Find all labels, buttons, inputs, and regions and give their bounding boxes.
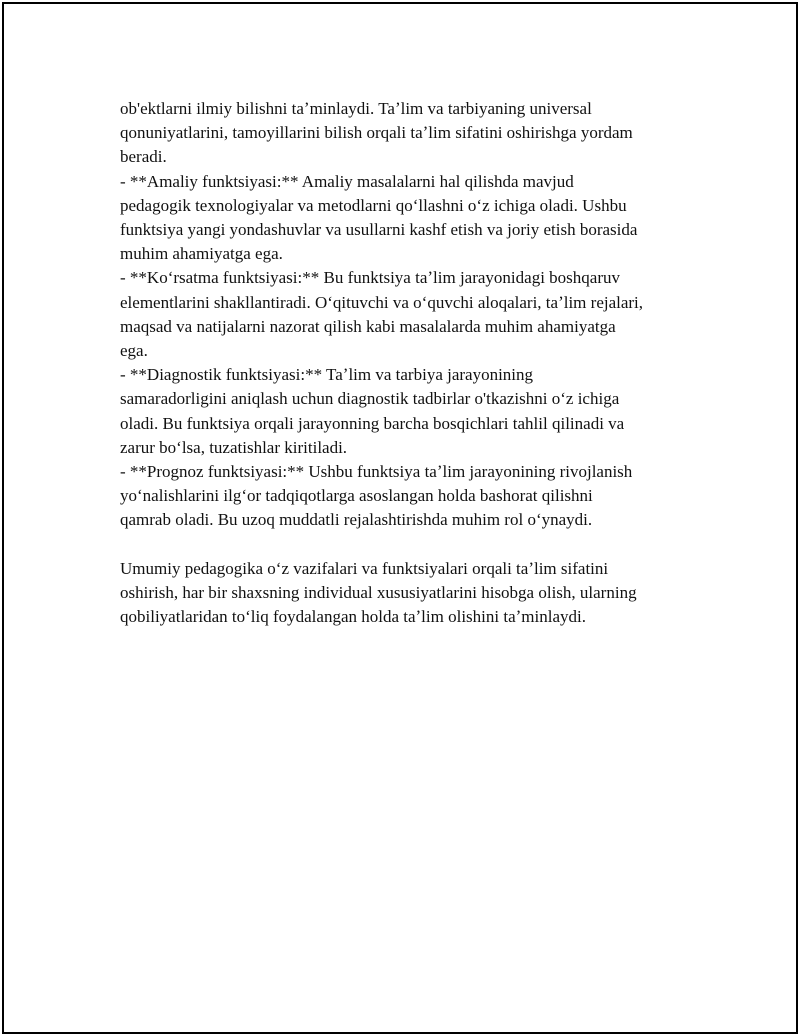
text-line: - **Prognoz funktsiyasi:** Ushbu funktsiya taʼlim jarayonining rivojlanish [120,462,633,482]
text-line: qobiliyatlaridan toʻliq foydalangan holda taʼlim olishini taʼminlaydi. [120,607,586,627]
text-line: zarur boʻlsa, tuzatishlar kiritiladi. [120,437,348,457]
text-line: beradi. [120,147,167,167]
text-line: pedagogik texnologiyalar va metodlarni qoʻllashni oʻz ichiga oladi. Ushbu [120,195,627,215]
text-line: - **Koʻrsatma funktsiyasi:** Bu funktsiya taʼlim jarayonidagi boshqaruv [120,268,620,288]
text-line: oladi. Bu funktsiya orqali jarayonning barcha bosqichlari tahlil qilinadi va [120,413,625,433]
text-line: samaradorligini aniqlash uchun diagnostik tadbirlar o'tkazishni oʻz ichiga [120,389,620,409]
text-line: ega. [120,341,148,361]
text-line: elementlarini shakllantiradi. Oʻqituvchi va oʻquvchi aloqalari, taʼlim rejalari, [120,292,644,312]
text-line: muhim ahamiyatga ega. [120,244,283,264]
text-line: maqsad va natijalarni nazorat qilish kabi masalalarda muhim ahamiyatga [120,316,616,336]
text-line: oshirish, har bir shaxsning individual xususiyatlarini hisobga olish, ularning [120,582,637,602]
text-line: qonuniyatlarini, tamoyillarini bilish orqali taʼlim sifatini oshirishga yordam [120,123,633,143]
text-line: - **Amaliy funktsiyasi:** Amaliy masalalarni hal qilishda mavjud [120,171,574,191]
text-line: funktsiya yangi yondashuvlar va usullarni kashf etish va joriy etish borasida [120,220,638,240]
paragraph-spacer [120,533,690,557]
text-line: qamrab oladi. Bu uzoq muddatli rejalashtirishda muhim rol oʻynaydi. [120,510,593,530]
text-line: Umumiy pedagogika oʻz vazifalari va funktsiyalari orqali taʼlim sifatini [120,558,609,578]
text-line: ob'ektlarni ilmiy bilishni taʼminlaydi. Taʼlim va tarbiyaning universal [120,99,592,118]
text-line: - **Diagnostik funktsiyasi:** Taʼlim va tarbiya jarayonining [120,365,534,385]
text-line: yoʻnalishlarini ilgʻor tadqiqotlarga asoslangan holda bashorat qilishni [120,486,593,506]
page-body-text [120,97,690,629]
page-frame [2,2,798,1034]
